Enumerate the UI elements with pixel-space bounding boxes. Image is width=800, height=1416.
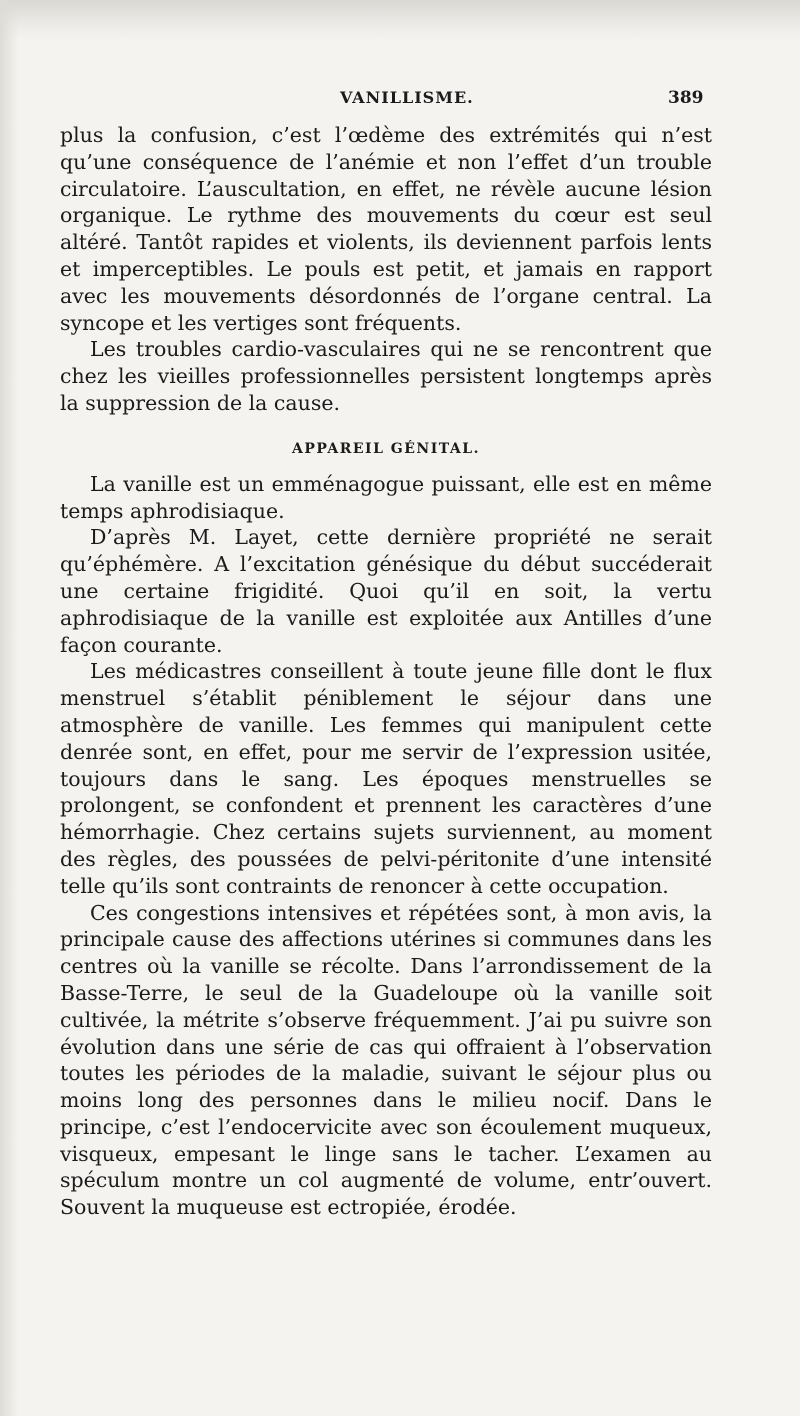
paragraph-emmenagogue: La vanille est un emménagogue puissant, elle est en même temps aphrodisiaque. (60, 471, 712, 523)
body-text (60, 122, 712, 1221)
section-heading: APPAREIL GÉNITAL. (291, 440, 481, 457)
running-title: VANILLISME. (340, 88, 474, 107)
page-top-shading (0, 0, 800, 40)
page-left-shading (0, 0, 18, 1416)
paragraph-layet: D’après M. Layet, cette dernière propriété ne serait qu’éphémère. A l’excitation génésique du début succéderait une certaine frigidité. Quoi qu’il en soit, la vertu aphrodisiaque de la vanille est exploitée aux Antilles d’une façon courante. (60, 525, 712, 657)
paragraph-cardio-vascular: Les troubles cardio-vasculaires qui ne se rencontrent que chez les vieilles professionnelles persistent longtemps après la suppression de la cause. (60, 337, 712, 415)
page-header (0, 88, 800, 114)
paragraph-continued: plus la confusion, c’est l’œdème des extrémités qui n’est qu’une conséquence de l’anémie et non l’effet d’un trouble circulatoire. L’auscultation, en effet, ne révèle aucune lésion organique. Le rythme des mouvements du cœur est seul altéré. Tantôt rapides et violents, ils deviennent parfois lents et imperceptibles. Le pouls est petit, et jamais en rapport avec les mouvements désordonnés de l’organe central. La syncope et les vertiges sont fréquents. (60, 123, 712, 335)
paragraph-congestions: Ces congestions intensives et répétées sont, à mon avis, la principale cause des affections utérines si communes dans les centres où la vanille se récolte. Dans l’arrondissement de la Basse-Terre, le seul de la Guadeloupe où la vanille soit cultivée, la métrite s’observe fréquemment. J’ai pu suivre son évolution dans une série de cas qui offraient à l’observation toutes les périodes de la maladie, suivant le séjour plus ou moins long des personnes dans le milieu nocif. Dans le principe, c’est l’endocervicite avec son écoulement muqueux, visqueux, empesant le linge sans le tacher. L’examen au spéculum montre un col augmenté de volume, entr’ouvert. Souvent la muqueuse est ectropiée, érodée. (60, 900, 712, 1220)
paragraph-medicastres: Les médicastres conseillent à toute jeune fille dont le flux menstruel s’établit péniblement le séjour dans une atmosphère de vanille. Les femmes qui manipulent cette denrée sont, en effet, pour me servir de l’expression usitée, toujours dans le sang. Les époques menstruelles se prolongent, se confondent et prennent les caractères d’une hémorrhagie. Chez certains sujets surviennent, au moment des règles, des poussées de pelvi-péritonite d’une intensité telle qu’ils sont contraints de renoncer à cette occupation. (60, 659, 712, 898)
page-number: 389 (668, 88, 704, 108)
